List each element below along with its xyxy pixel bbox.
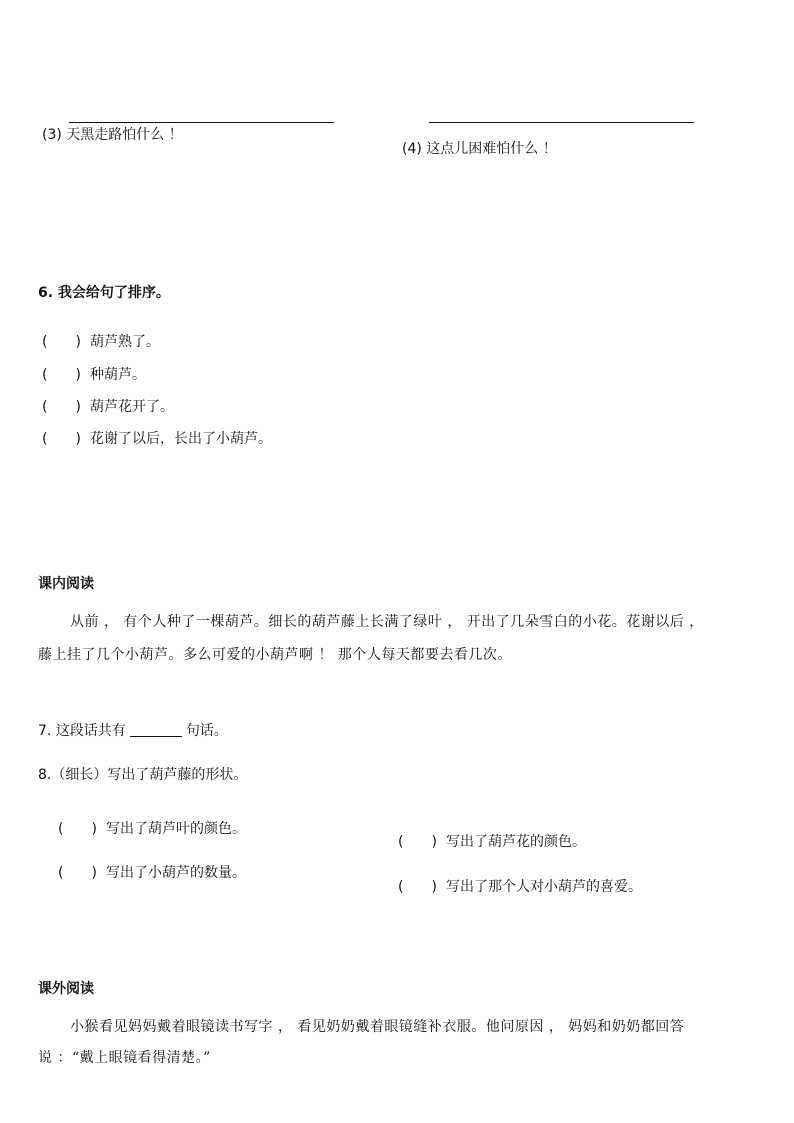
order-blank[interactable]: ( ) bbox=[42, 399, 81, 415]
q8-option-text: 写出了葫芦叶的颜色。 bbox=[106, 821, 246, 837]
q8-blank[interactable]: ( ) bbox=[398, 834, 437, 850]
q8-option bbox=[58, 819, 246, 839]
order-text: 种葫芦。 bbox=[90, 367, 146, 383]
q8-option-text: 写出了那个人对小葫芦的喜爱。 bbox=[446, 879, 642, 895]
order-item bbox=[42, 429, 272, 449]
extra-paragraph-line-1: 小猴看见妈妈戴着眼镜读书写字 ， 看见奶奶戴着眼镜缝补衣服。他问原因 ， 妈妈和奶奶都回答 bbox=[70, 1019, 685, 1035]
answer-line-3[interactable] bbox=[69, 122, 334, 123]
sentence-count-blank[interactable] bbox=[130, 722, 182, 737]
order-text: 花谢了以后，长出了小葫芦。 bbox=[90, 431, 272, 447]
question-item-3: (3) 天黑走路怕什么 ！ bbox=[42, 127, 183, 143]
answer-line-4[interactable] bbox=[429, 122, 694, 123]
order-blank[interactable]: ( ) bbox=[42, 334, 81, 350]
q8-option bbox=[58, 863, 246, 883]
inclass-reading-heading: 课内阅读 bbox=[38, 576, 94, 592]
order-item bbox=[42, 397, 174, 417]
order-text: 葫芦花开了。 bbox=[90, 399, 174, 415]
q8-option-text: 写出了葫芦花的颜色。 bbox=[446, 834, 586, 850]
question-item-4: (4) 这点儿困难怕什么 ！ bbox=[402, 141, 557, 157]
q8-blank[interactable]: ( ) bbox=[398, 879, 437, 895]
extra-reading-heading: 课外阅读 bbox=[38, 981, 94, 997]
order-text: 葫芦熟了。 bbox=[90, 334, 160, 350]
extra-paragraph-line-2: 说 ：“戴上眼镜看得清楚。” bbox=[38, 1050, 211, 1066]
question-7-suffix: 句话。 bbox=[185, 723, 228, 739]
order-item bbox=[42, 332, 160, 352]
q8-option-text: 写出了小葫芦的数量。 bbox=[106, 865, 246, 881]
q8-blank[interactable]: ( ) bbox=[58, 821, 97, 837]
question-8: 8.（细长）写出了葫芦藤的形状。 bbox=[38, 767, 248, 783]
section-6-title: 6. 我会给句了排序。 bbox=[38, 285, 170, 301]
inclass-paragraph-line-1: 从前 ， 有个人种了一棵葫芦。细长的葫芦藤上长满了绿叶 ， 开出了几朵雪白的小花。花谢以后 ， bbox=[70, 614, 704, 630]
q8-option bbox=[398, 832, 586, 852]
q8-blank[interactable]: ( ) bbox=[58, 865, 97, 881]
question-7 bbox=[38, 721, 228, 741]
question-7-prefix: 7. 这段话共有 bbox=[38, 723, 126, 739]
order-blank[interactable]: ( ) bbox=[42, 367, 81, 383]
order-item bbox=[42, 365, 146, 385]
order-blank[interactable]: ( ) bbox=[42, 431, 81, 447]
inclass-paragraph-line-2: 藤上挂了几个小葫芦。多么可爱的小葫芦啊 ！ 那个人每天都要去看几次。 bbox=[38, 647, 512, 663]
q8-option bbox=[398, 877, 642, 897]
